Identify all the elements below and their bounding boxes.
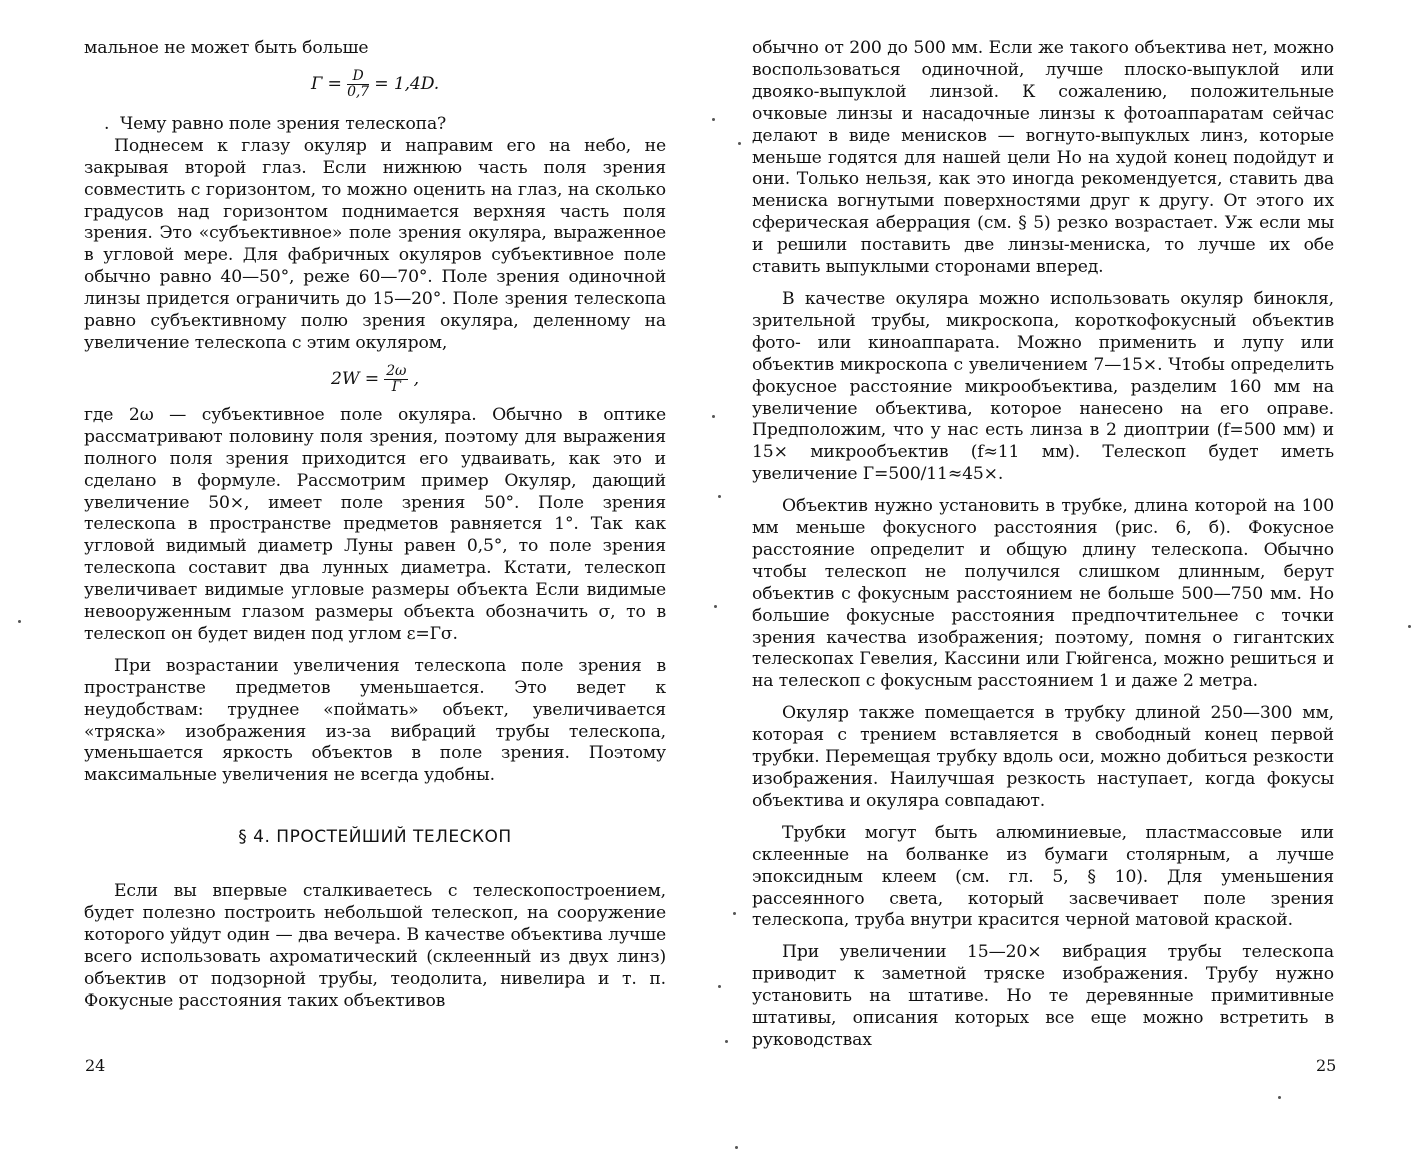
formula-rhs: 1,4D. — [393, 73, 440, 94]
paragraph: При возрастании увеличения телескопа поле зрения в пространстве предметов уменьшается. Это ведет к неудобствам: труднее «поймать» объект, увеличивается «тряска» изображения из-за вибраций трубы телескопа, уменьшается яркость объектов в поле зрения. Поэтому максимальные увеличения не всегда удобны. — [84, 655, 666, 786]
page-number-left: 24 — [85, 1056, 106, 1075]
formula-numerator: 2ω — [386, 362, 407, 379]
scan-speck — [712, 415, 715, 418]
scan-speck — [1408, 625, 1411, 628]
formula-denominator: 0,7 — [347, 83, 369, 100]
formula-numerator: D — [347, 69, 369, 85]
paragraph: Трубки могут быть алюминиевые, пластмассовые или склеенные на болванке из бумаги столярным, а лучше эпоксидным клеем (см. гл. 5, § 10). Для уменьшения рассеянного света, который засвечивает поле зрения телескопа, труба внутри красится черной матовой краской. — [752, 822, 1334, 931]
question-line: . Чему равно поле зрения телескопа? — [104, 113, 447, 134]
page-number-right: 25 — [1316, 1056, 1337, 1075]
left-page — [84, 38, 666, 1013]
paragraph: Объектив нужно установить в трубке, длина которой на 100 мм меньше фокусного расстояния (рис. 6, б). Фокусное расстояние определит и общую длину телескопа. Обычно чтобы телескоп не получился слишком длинным, берут объектив с фокусным расстоянием не больше 500—750 мм. Но большие фокусные расстояния предпочтительнее с точки зрения качества изображения; поэтому, помня о гигантских телескопах Гевелия, Кассини или Гюйгенса, можно решиться и на телескоп с фокусным расстоянием 1 и даже 2 метра. — [752, 496, 1334, 692]
formula-magnification: Г = $\frac{D}{0,7}$ = 1,4D. — [310, 67, 440, 100]
scan-speck — [714, 605, 717, 608]
paragraph: При увеличении 15—20× вибрация трубы телескопа приводит к заметной тряске изображения. Трубу нужно установить на штативе. Но те деревянные примитивные штативы, описания которых все еще можно встретить в руководствах — [752, 942, 1334, 1050]
section-title: § 4. ПРОСТЕЙШИЙ ТЕЛЕСКОП — [238, 827, 512, 848]
paragraph: Если вы впервые сталкиваетесь с телескопостроением, будет полезно построить небольшой телескоп, на сооружение которого уйдут один — два вечера. В качестве объектива лучше всего использовать ахроматический (склеенный из двух линз) объектив от подзорной трубы, теодолита, нивелира и т. п. Фокусные расстояния таких объективов — [84, 881, 666, 1011]
paragraph: В качестве окуляра можно использовать окуляр бинокля, зрительной трубы, микроскопа, короткофокусный объектив фото- или киноаппарата. Можно применить и лупу или объектив микроскопа с увеличением 7—15×. Чтобы определить фокусное расстояние микрообъектива, разделим 160 мм на увеличение объектива, которое нанесено на его оправе. Предположим, что у нас есть линза в 2 диоптрии (f=500 мм) и 15× микрообъектив (f≈11 мм). Телескоп будет иметь увеличение Г=500/11≈45×. — [752, 288, 1334, 485]
intro-line: мальное не может быть больше — [84, 38, 369, 58]
scan-speck — [738, 142, 741, 145]
scan-speck — [725, 1040, 728, 1043]
formula-lhs: 2W — [331, 368, 360, 389]
scan-speck — [718, 985, 721, 988]
formula-fraction — [347, 69, 369, 100]
scan-speck — [733, 912, 736, 915]
scan-speck — [735, 1146, 738, 1149]
scan-speck — [1278, 1096, 1281, 1099]
question-text: Чему равно поле зрения телескопа? — [119, 113, 447, 134]
paragraph: Поднесем к глазу окуляр и направим его на небо, не закрывая второй глаз. Если нижнюю часть поля зрения совместить с горизонтом, то можно оценить на глаз, на сколько градусов над горизонтом поднимается верхняя часть поля зрения. Это «субъективное» поле зрения окуляра, выраженное в угловой мере. Для фабричных окуляров субъективное поле обычно равно 40—50°, реже 60—70°. Поле зрения одиночной линзы придется ограничить до 15—20°. Поле зрения телескопа равно субъективному полю зрения окуляра, деленному на увеличение телескопа с этим окуляром, — [84, 135, 666, 353]
formula-fraction — [384, 364, 408, 395]
paragraph: где 2ω — субъективное поле окуляра. Обычно в оптике рассматривают половину поля зрения, поэтому для выражения полного поля зрения приходится его удваивать, как это и сделано в формуле. Рассмотрим пример Окуляр, дающий увеличение 50×, имеет поле зрения 50°. Поле зрения телескопа в пространстве предметов равняется 1°. Так как угловой видимый диаметр Луны равен 0,5°, то поле зрения телескопа составит два лунных диаметра. Кстати, телескоп увеличивает видимые угловые размеры объекта Если видимые невооруженным глазом размеры объекта обозначить σ, то в телескоп он будет виден под углом ε=Гσ. — [84, 404, 666, 644]
formula-tail: , — [413, 368, 419, 389]
paragraph: Окуляр также помещается в трубку длиной 250—300 мм, которая с трением вставляется в свободный конец первой трубки. Перемещая трубку вдоль оси, можно добиться резкости изображения. Наилучшая резкость наступает, когда фокусы объектива и окуляра совпадают. — [752, 703, 1334, 811]
scan-speck — [18, 620, 21, 623]
formula-lhs: Г — [310, 73, 323, 94]
right-page — [752, 38, 1334, 1052]
paragraph: обычно от 200 до 500 мм. Если же такого объектива нет, можно воспользоваться одиночной, лучше плоско-выпуклой или двояко-выпуклой линзой. К сожалению, положительные очковые линзы и насадочные линзы к фотоаппаратам сейчас делают в виде менисков — вогнуто-выпуклых линз, которые меньше годятся для нашей цели Но на худой конец подойдут и они. Только нельзя, как это иногда рекомендуется, ставить два мениска вогнутыми поверхностями друг к другу. От этого их сферическая аберрация (см. § 5) резко возрастает. Уж если мы и решили поставить две линзы-мениска, то лучше их обе ставить выпуклыми сторонами вперед. — [752, 38, 1334, 278]
scan-speck — [712, 118, 715, 121]
formula-denominator: Г — [391, 378, 401, 395]
scan-speck — [718, 495, 721, 498]
formula-field-of-view: 2W = $\frac{2\omega}{Г}$ , — [331, 362, 419, 395]
